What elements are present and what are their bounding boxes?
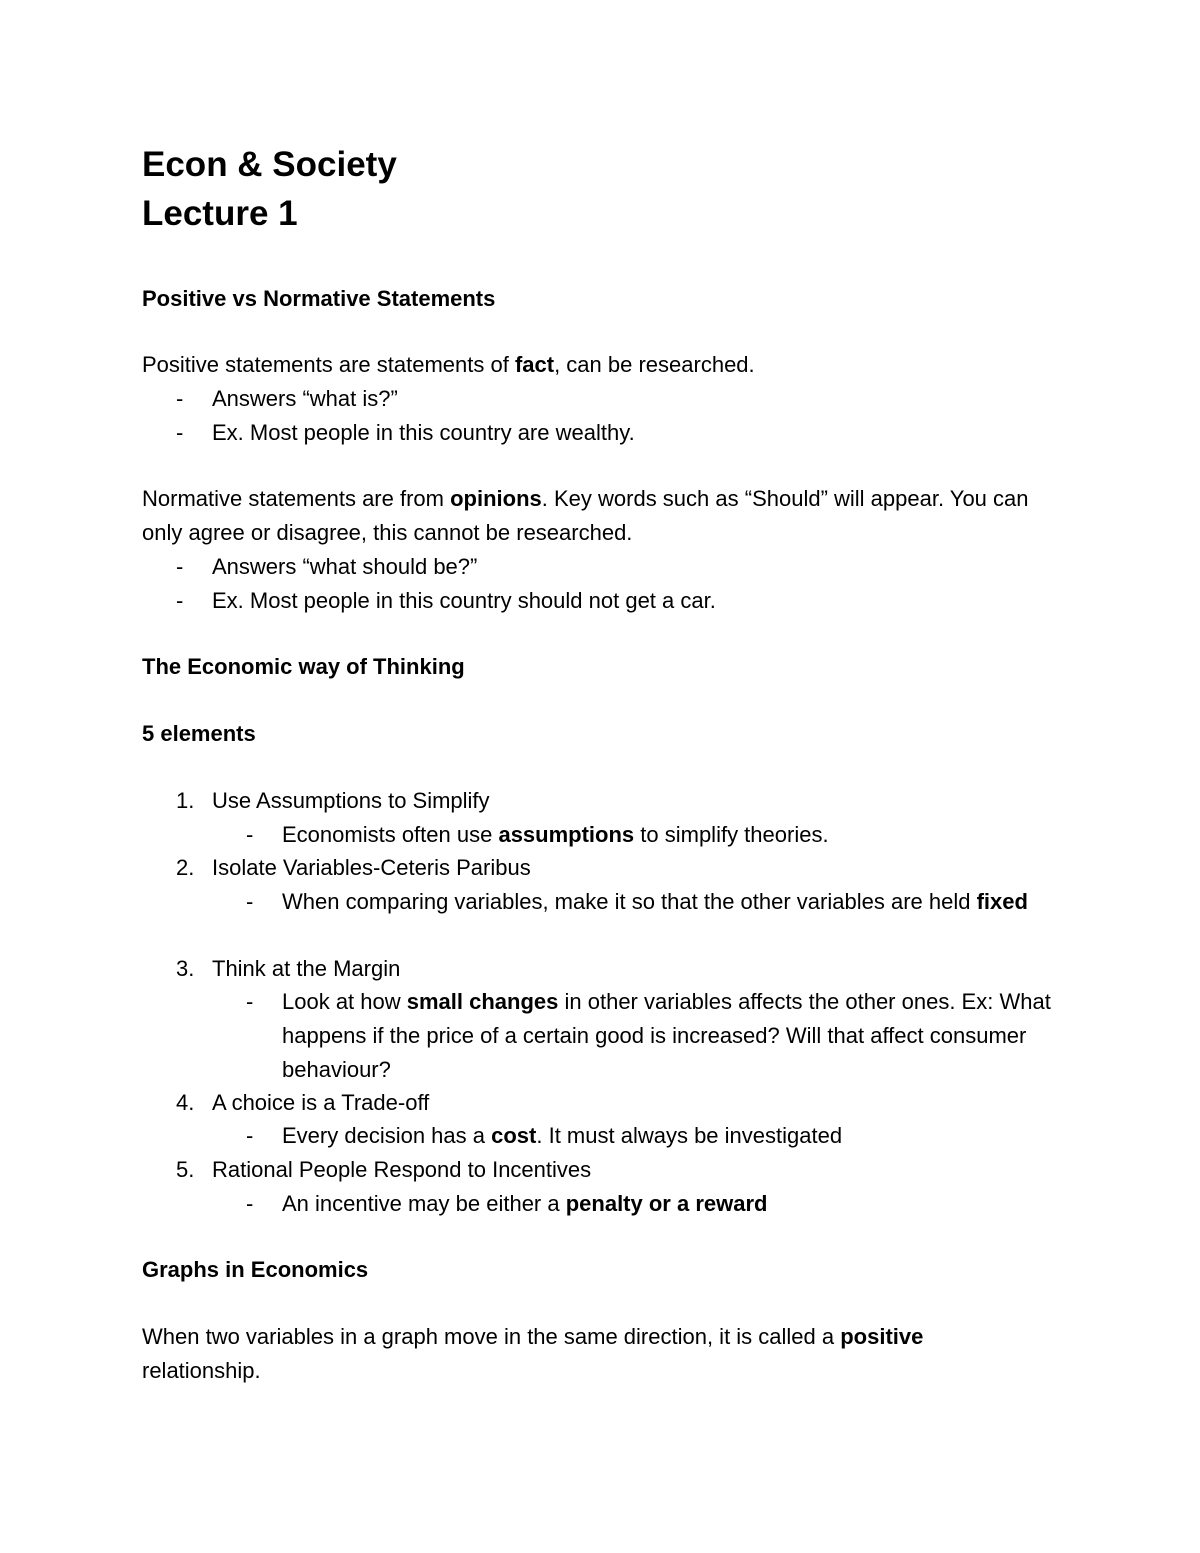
document-title — [142, 140, 1072, 238]
positive-statement-paragraph: Positive statements are statements of fact, can be researched. — [142, 352, 755, 377]
normative-statement-paragraph: Normative statements are from opinions. Key words such as “Should” will appear. You can only agree or disagree, this cannot be researched. — [142, 486, 1029, 545]
graphs-paragraph: When two variables in a graph move in the same direction, it is called a positive relationship. — [142, 1324, 924, 1383]
sub-list-item: - When comparing variables, make it so that the other variables are held fixed — [246, 889, 1028, 914]
title-line-2: Lecture 1 — [142, 194, 298, 233]
numbered-item: 4. A choice is a Trade-off — [176, 1090, 430, 1115]
section-heading-positive-normative: Positive vs Normative Statements — [142, 286, 496, 311]
numbered-item: 5. Rational People Respond to Incentives — [176, 1157, 592, 1182]
sub-list-item: - Look at how small changes in other variables affects the other ones. Ex: What happens if the price of a certain good is increased? Will that affect consumer behaviour? — [246, 989, 1051, 1082]
list-item: - Ex. Most people in this country should not get a car. — [176, 588, 716, 613]
sub-list-item: - Economists often use assumptions to simplify theories. — [246, 822, 829, 847]
section-subheading-five-elements: 5 elements — [142, 721, 256, 746]
section-heading-economic-thinking: The Economic way of Thinking — [142, 654, 465, 679]
numbered-item: 1. Use Assumptions to Simplify — [176, 788, 490, 813]
list-item: - Answers “what is?” — [176, 386, 398, 411]
list-item: - Ex. Most people in this country are wealthy. — [176, 420, 635, 445]
document-page — [142, 140, 1072, 1383]
sub-list-item: - Every decision has a cost. It must always be investigated — [246, 1123, 843, 1148]
sub-list-item: - An incentive may be either a penalty or a reward — [246, 1191, 768, 1216]
section-heading-graphs: Graphs in Economics — [142, 1257, 369, 1282]
list-item: - Answers “what should be?” — [176, 554, 478, 579]
numbered-item: 2. Isolate Variables-Ceteris Paribus — [176, 855, 531, 880]
numbered-item: 3. Think at the Margin — [176, 956, 401, 981]
title-line-1: Econ & Society — [142, 145, 397, 184]
